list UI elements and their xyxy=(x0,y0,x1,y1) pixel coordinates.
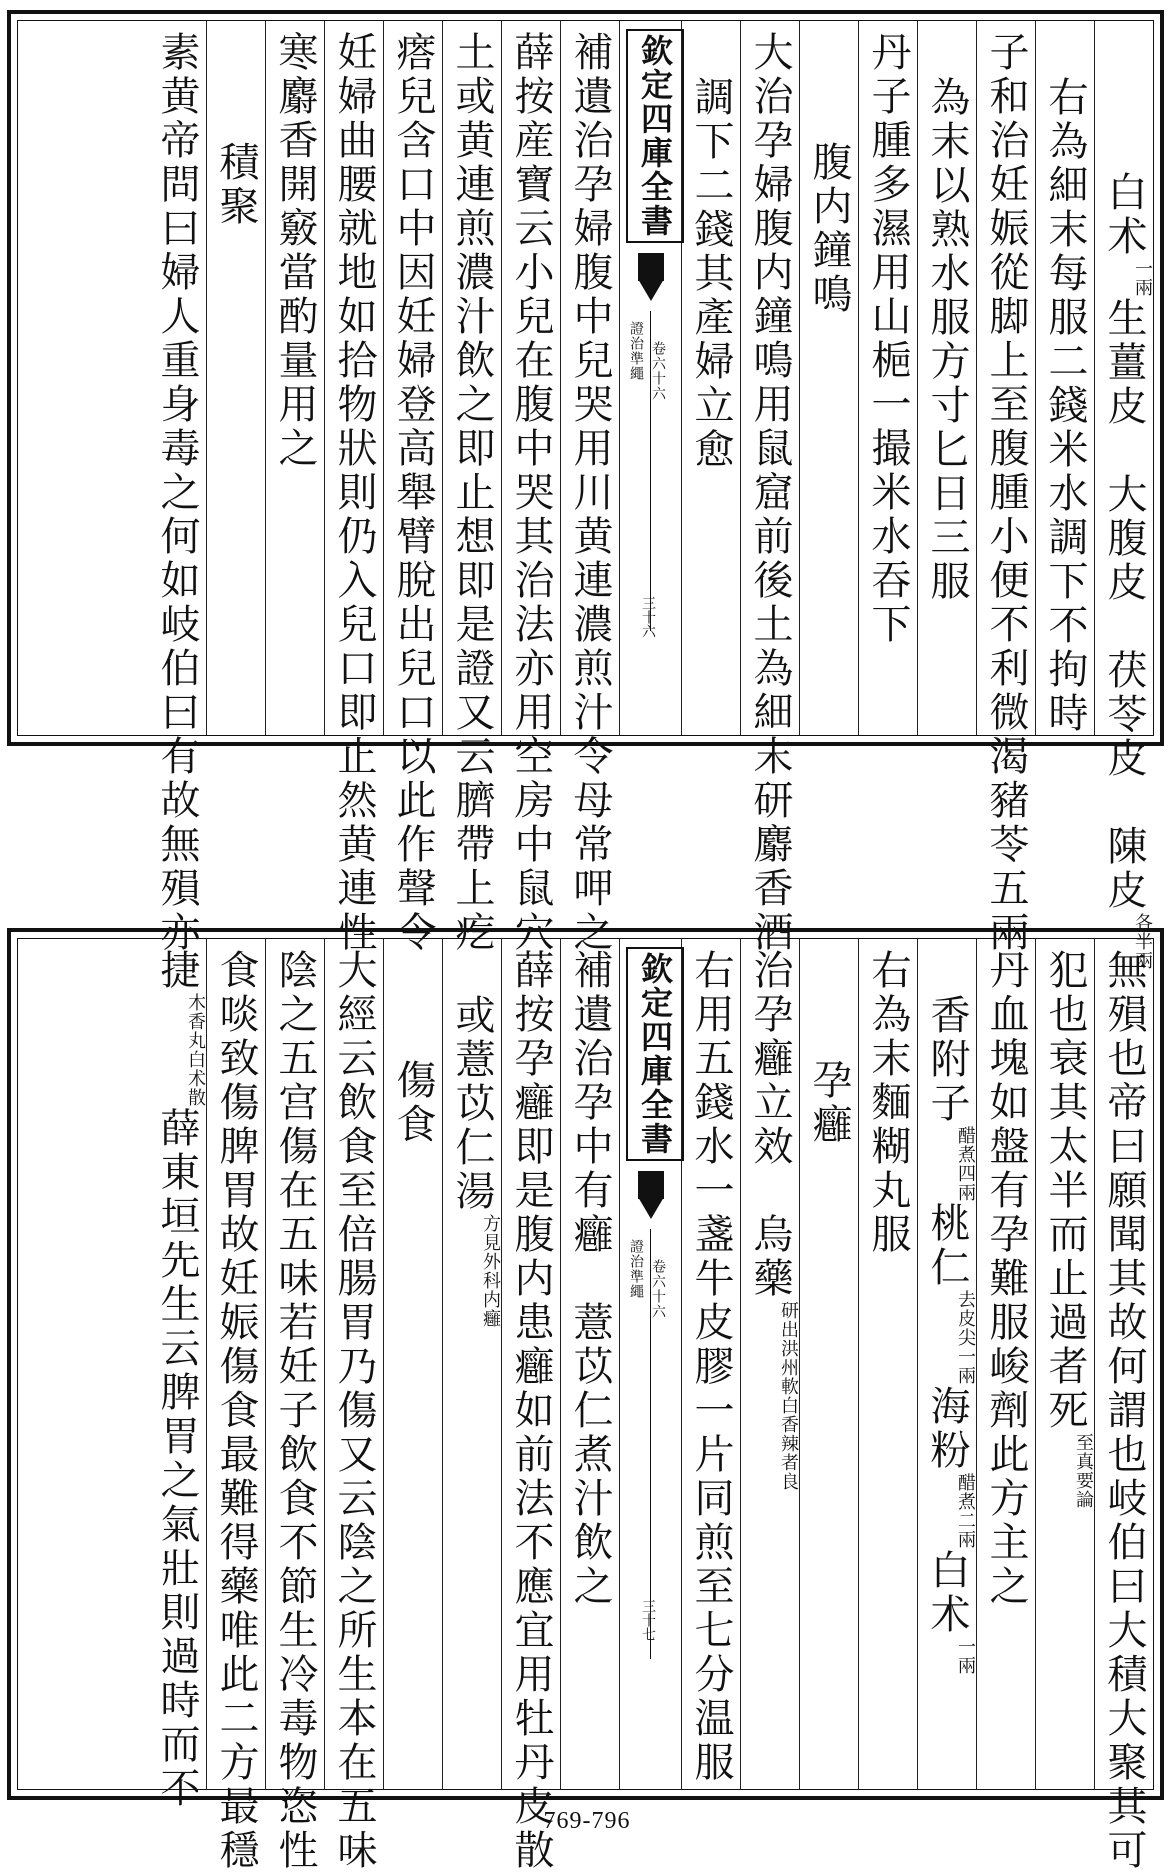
text-column: 食啖致傷脾胃故妊娠傷食最難得藥唯此二方最穩 xyxy=(206,939,265,1789)
text-column: 薛按産寶云小兒在腹中哭其治法亦用空房中鼠穴 xyxy=(501,21,560,735)
fish-tail-mark xyxy=(638,1171,664,1199)
text-column: 右用五錢水一盞牛皮膠一片同煎至七分温服 xyxy=(681,939,740,1789)
center-fold-column xyxy=(619,939,681,1789)
text-column: 丹血塊如盤有孕難服峻劑此方主之 xyxy=(976,939,1035,1789)
footer-page-code: 769-796 xyxy=(543,1808,631,1834)
text-column: 右為末麵糊丸服 xyxy=(858,939,917,1789)
text-column: 補遺治孕婦腹中兒哭用川黄連濃煎汁令母常呷之 xyxy=(560,21,619,735)
volume-label: 卷六十六 xyxy=(650,341,666,401)
section-heading: 積聚 xyxy=(206,21,265,735)
fish-tail-mark xyxy=(638,253,664,281)
top-page xyxy=(7,10,1164,970)
text-column: 素黄帝問曰婦人重身毒之何如岐伯曰有故無殞亦 xyxy=(154,31,200,955)
text-column: 香附子醋煮四兩桃仁去皮尖一兩海粉醋煮二兩白术一兩 xyxy=(917,939,976,1789)
text-column: 為末以熟水服方寸匕日三服 xyxy=(917,21,976,735)
text-column: 土或黄連煎濃汁飲之即止想即是證又云臍帶上疙 xyxy=(442,21,501,735)
top-page-frame xyxy=(17,20,1154,970)
text-column: 大治孕婦腹内鐘鳴用鼠窟前後土為細末研麝香酒 xyxy=(740,21,799,735)
text-column: 無殞也帝曰願聞其故何謂也岐伯曰大積大聚其可 xyxy=(1094,939,1153,1789)
section-heading: 孕癰 xyxy=(799,939,858,1789)
text-column: 補遺治孕中有癰 薏苡仁煮汁飲之 xyxy=(560,939,619,1789)
text-column: 或薏苡仁湯方見外科内癰 xyxy=(442,939,501,1789)
text-column: 瘩兒含口中因妊婦登高舉臂脫出兒口以此作聲令 xyxy=(383,21,442,735)
center-fold-column xyxy=(619,21,681,735)
text-column: 右為細末每服二錢米水調下不拘時 xyxy=(1035,21,1094,735)
fold-title: 欽定四庫全書 xyxy=(626,29,684,243)
text-column: 大經云飲食至倍腸胃乃傷又云陰之所生本在五味 xyxy=(324,939,383,1789)
text-column: 治孕癰立效 烏藥研出洪州軟白香辣者良 xyxy=(740,939,799,1789)
text-column: 子和治妊娠從脚上至腹腫小便不利微渴豬苓五兩 xyxy=(976,21,1035,735)
volume-label: 卷六十六 xyxy=(650,1259,666,1319)
text-column: 寒麝香開竅當酌量用之 xyxy=(265,21,324,735)
text-column: 薛按孕癰即是腹内患癰如前法不應宜用牡丹皮散 xyxy=(501,939,560,1789)
fish-tail-mark xyxy=(638,1197,664,1219)
text-column: 調下二錢其產婦立愈 xyxy=(681,21,740,735)
text-column: 捷木香丸白术散薛東垣先生云脾胃之氣壯則過時而不 xyxy=(154,949,206,1811)
page-number: 三十七 xyxy=(640,1599,656,1641)
text-column: 陰之五宫傷在五味若妊子飲食不節生冷毒物恣性 xyxy=(265,939,324,1789)
text-column: 妊婦曲腰就地如拾物狀則仍入兒口即止然黄連性 xyxy=(324,21,383,735)
text-column: 白术一兩生薑皮 大腹皮 茯苓皮 陳皮各半兩 xyxy=(1094,21,1153,735)
section-heading: 傷食 xyxy=(383,939,442,1789)
text-column: 犯也衰其太半而止過者死至真要論 xyxy=(1035,939,1094,1789)
book-title: 證治準繩 xyxy=(628,1239,644,1299)
fish-tail-mark xyxy=(638,279,664,301)
text-column: 丹子腫多濕用山梔一撮米水吞下 xyxy=(858,21,917,735)
fold-title: 欽定四庫全書 xyxy=(626,947,684,1161)
book-title: 證治準繩 xyxy=(628,321,644,381)
top-columns xyxy=(18,21,1153,970)
page-number: 三十六 xyxy=(640,596,656,638)
section-heading: 腹内鐘鳴 xyxy=(799,21,858,735)
